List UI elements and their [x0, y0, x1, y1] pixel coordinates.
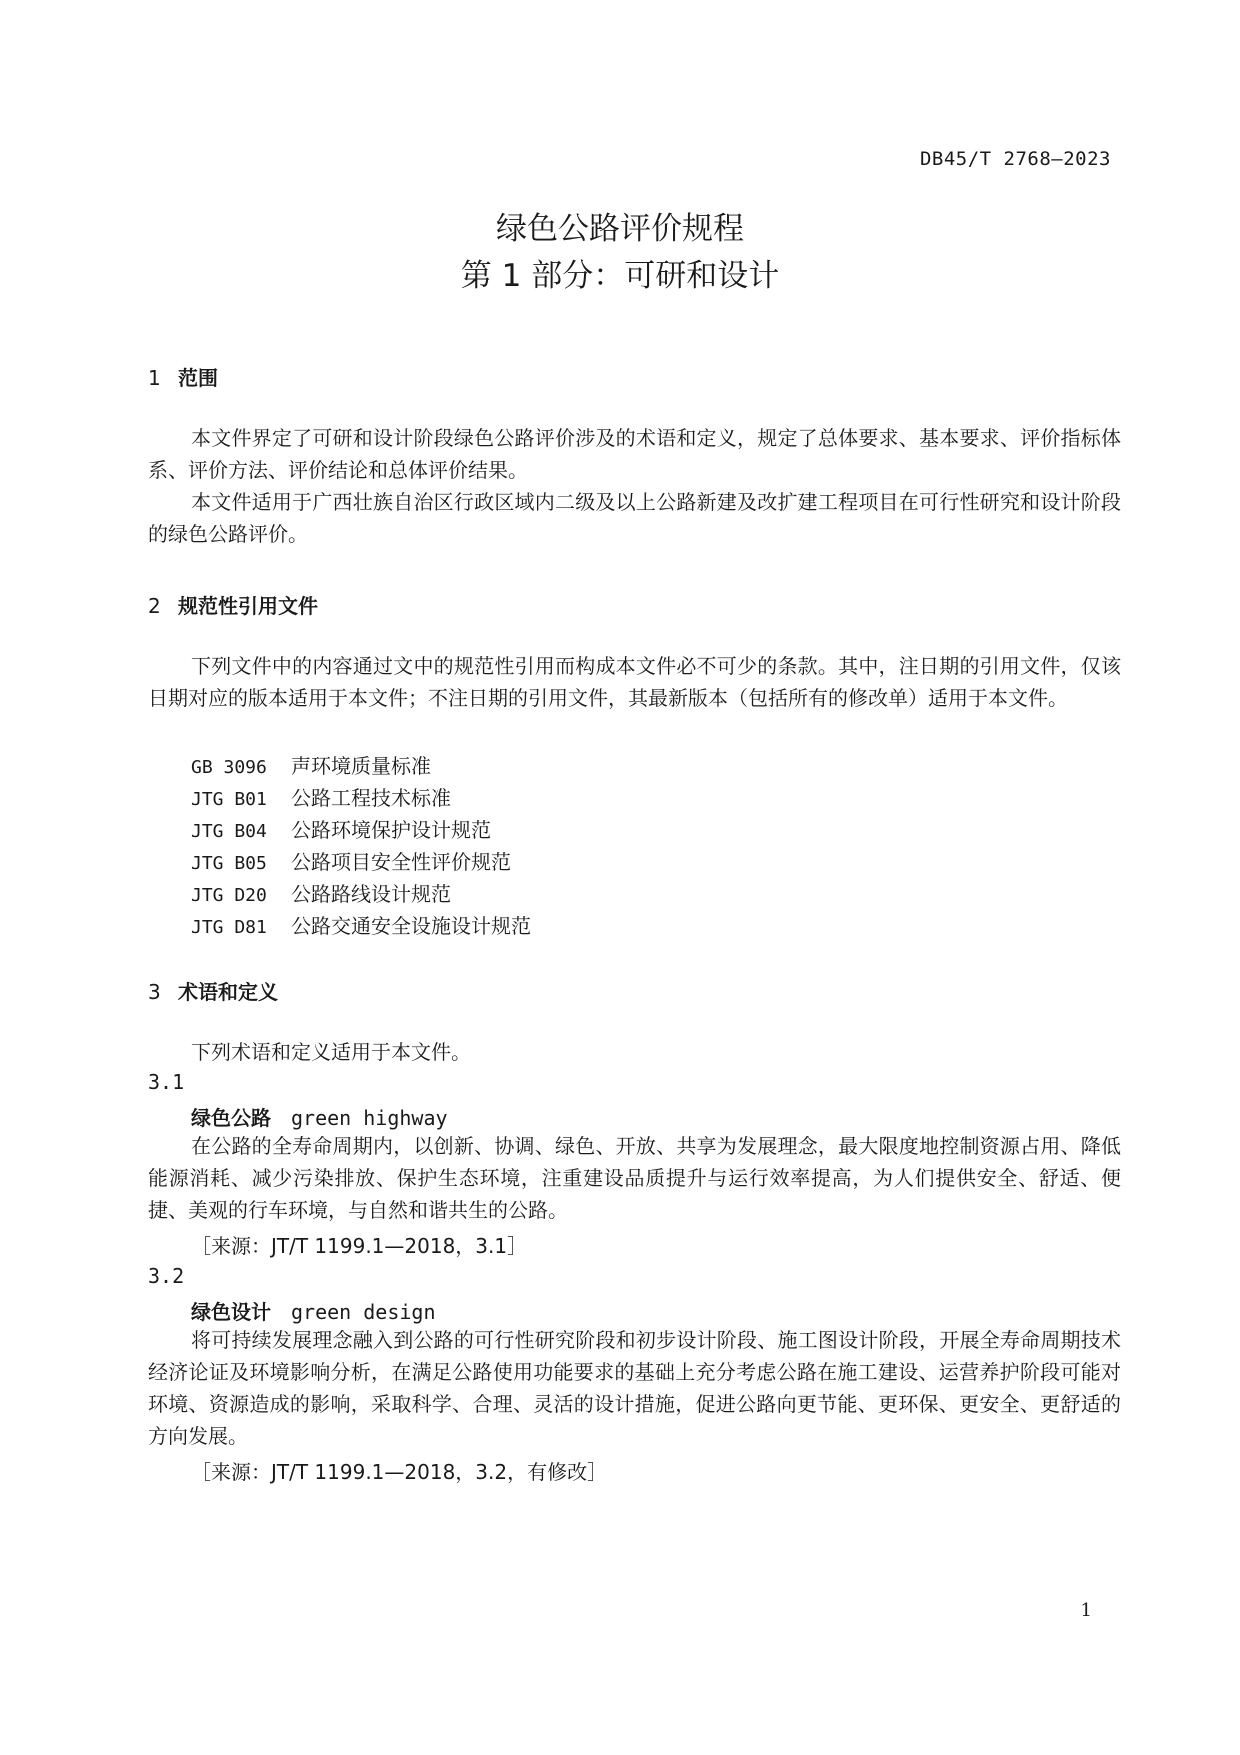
section-number: 1 — [148, 366, 161, 390]
term-clause-number: 3.1 — [148, 1070, 185, 1094]
reference-title: 声环境质量标准 — [291, 754, 431, 778]
reference-item — [191, 750, 431, 779]
term-definition: 在公路的全寿命周期内，以创新、协调、绿色、开放、共享为发展理念，最大限度地控制资源占用、降低能源消耗、减少污染排放、保护生态环境，注重建设品质提升与运行效率提高，为人们提供安全、舒适、便捷、美观的行车环境，与自然和谐共生的公路。 — [148, 1134, 1121, 1222]
term-source: ［来源：JT/T 1199.1—2018，3.1］ — [191, 1234, 528, 1258]
section-number: 2 — [148, 594, 161, 618]
reference-item — [191, 846, 511, 875]
reference-title: 公路交通安全设施设计规范 — [291, 914, 531, 938]
page-number: 1 — [1080, 1600, 1092, 1621]
reference-title: 公路环境保护设计规范 — [291, 818, 491, 842]
reference-code: JTG B01 — [191, 789, 267, 810]
references-paragraph: 下列文件中的内容通过文中的规范性引用而构成本文件必不可少的条款。其中，注日期的引用文件，仅该日期对应的版本适用于本文件；不注日期的引用文件，其最新版本（包括所有的修改单）适用于本文件。 — [148, 654, 1121, 710]
reference-item — [191, 910, 531, 939]
section-title: 规范性引用文件 — [178, 594, 318, 618]
section-2-heading — [148, 590, 318, 619]
term-chinese: 绿色公路 — [191, 1106, 271, 1130]
term-heading — [191, 1296, 436, 1325]
reference-code: JTG D20 — [191, 885, 267, 906]
reference-title: 公路工程技术标准 — [291, 786, 451, 810]
term-chinese: 绿色设计 — [191, 1300, 271, 1324]
section-number: 3 — [148, 980, 161, 1004]
reference-item — [191, 878, 451, 907]
reference-code: GB 3096 — [191, 757, 267, 778]
document-number: DB45/T 2768—2023 — [919, 148, 1111, 170]
reference-code: JTG B04 — [191, 821, 267, 842]
section-title: 范围 — [178, 366, 218, 390]
section-title: 术语和定义 — [178, 980, 278, 1004]
reference-title: 公路项目安全性评价规范 — [291, 850, 511, 874]
reference-item — [191, 782, 451, 811]
document-title: 绿色公路评价规程 — [496, 211, 744, 247]
section-3-heading — [148, 976, 278, 1005]
term-heading — [191, 1102, 448, 1131]
reference-code: JTG B05 — [191, 853, 267, 874]
term-english: green highway — [291, 1106, 448, 1130]
term-clause-number: 3.2 — [148, 1264, 185, 1288]
reference-code: JTG D81 — [191, 917, 267, 938]
terms-intro: 下列术语和定义适用于本文件。 — [191, 1040, 471, 1064]
scope-paragraph-1: 本文件界定了可研和设计阶段绿色公路评价涉及的术语和定义，规定了总体要求、基本要求、评价指标体系、评价方法、评价结论和总体评价结果。 — [148, 426, 1121, 482]
section-1-heading — [148, 362, 218, 391]
term-source: ［来源：JT/T 1199.1—2018，3.2，有修改］ — [191, 1460, 608, 1484]
reference-item — [191, 814, 491, 843]
document-subtitle: 第 1 部分：可研和设计 — [460, 258, 780, 294]
term-definition: 将可持续发展理念融入到公路的可行性研究阶段和初步设计阶段、施工图设计阶段，开展全寿命周期技术经济论证及环境影响分析，在满足公路使用功能要求的基础上充分考虑公路在施工建设、运营养护阶段可能对环境、资源造成的影响，采取科学、合理、灵活的设计措施，促进公路向更节能、更环保、更安全、更舒适的方向发展。 — [148, 1328, 1121, 1448]
scope-paragraph-2: 本文件适用于广西壮族自治区行政区域内二级及以上公路新建及改扩建工程项目在可行性研究和设计阶段的绿色公路评价。 — [148, 490, 1121, 546]
term-english: green design — [291, 1300, 436, 1324]
reference-title: 公路路线设计规范 — [291, 882, 451, 906]
